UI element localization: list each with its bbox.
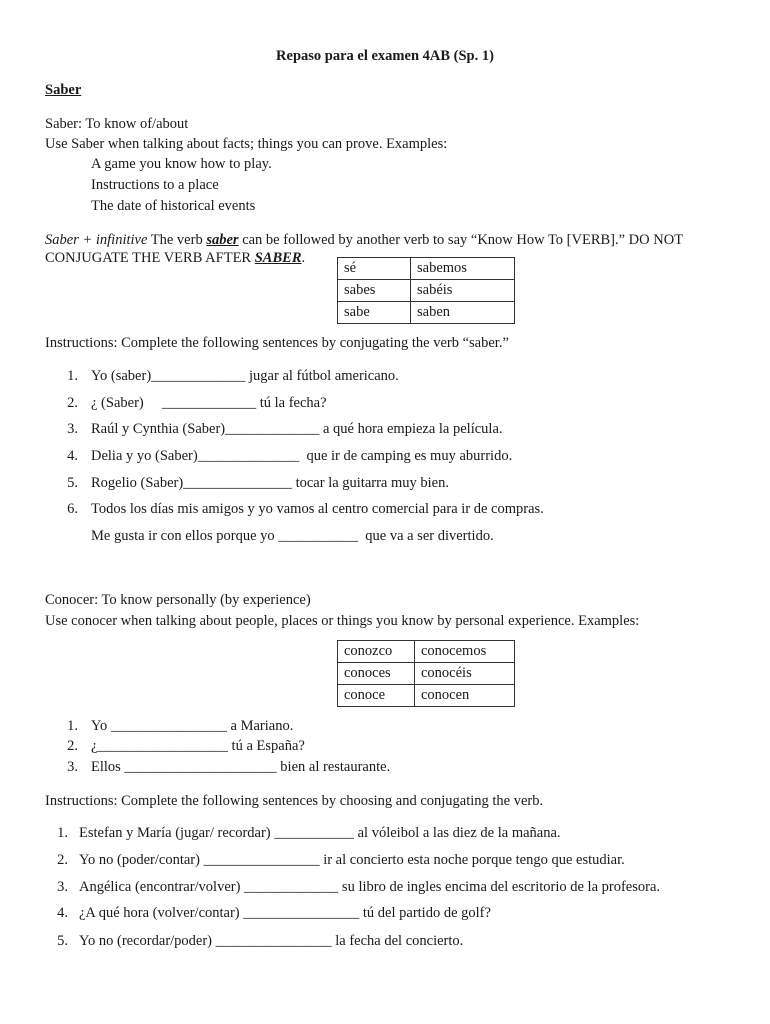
list-item-continuation: Me gusta ir con ellos porque yo ___________ que va a ser divertido. (91, 528, 494, 544)
saber-infinitive-note-line2 (45, 249, 305, 267)
table-cell: conocen (415, 685, 515, 707)
list-number: 2. (67, 738, 78, 754)
list-number: 5. (57, 933, 68, 949)
list-item: Delia y yo (Saber)______________ que ir de camping es muy aburrido. (91, 448, 513, 464)
saber-heading: Saber (45, 82, 82, 98)
list-item: Raúl y Cynthia (Saber)_____________ a qué hora empieza la película. (91, 421, 503, 437)
list-item: Ellos _____________________ bien al restaurante. (91, 759, 391, 775)
list-item: Todos los días mis amigos y yo vamos al centro comercial para ir de compras. (91, 501, 544, 517)
table-row (338, 280, 515, 302)
list-item: ¿A qué hora (volver/contar) ________________ tú del partido de golf? (79, 905, 491, 921)
saber-infinitive-lead: Saber + infinitive (45, 232, 148, 248)
list-item: ¿ (Saber) _____________ tú la fecha? (91, 395, 327, 411)
table-cell: conoces (338, 663, 415, 685)
table-cell: conocéis (415, 663, 515, 685)
table-cell: sabes (338, 280, 411, 302)
note-text: The verb (147, 232, 207, 248)
table-row (338, 663, 515, 685)
list-number: 3. (67, 421, 78, 437)
saber-bold-word: SABER (254, 250, 302, 266)
page-title: Repaso para el examen 4AB (Sp. 1) (276, 48, 494, 64)
saber-instructions: Instructions: Complete the following sentences by conjugating the verb “saber.” (45, 335, 509, 351)
list-item: Yo no (recordar/poder) ________________ la fecha del concierto. (79, 933, 464, 949)
list-number: 1. (57, 825, 68, 841)
table-cell: conoce (338, 685, 415, 707)
saber-infinitive-note (45, 231, 683, 249)
list-item: Yo no (poder/contar) ________________ ir al concierto esta noche porque tengo que estudiar. (79, 852, 625, 868)
list-number: 2. (67, 395, 78, 411)
table-cell: saben (411, 302, 515, 324)
saber-example: A game you know how to play. (91, 156, 272, 172)
table-cell: sabe (338, 302, 411, 324)
table-cell: conocemos (415, 641, 515, 663)
list-item: Yo ________________ a Mariano. (91, 718, 294, 734)
list-number: 3. (57, 879, 68, 895)
note-text: can be followed by another verb to say “Know How To [VERB].” DO NOT (238, 232, 684, 248)
list-number: 1. (67, 718, 78, 734)
table-cell: sabemos (411, 258, 515, 280)
conocer-usage: Use conocer when talking about people, places or things you know by personal experience. Examples: (45, 613, 640, 629)
saber-conjugation-table (337, 257, 515, 324)
list-item: Yo (saber)_____________ jugar al fútbol americano. (91, 368, 399, 384)
note-text: CONJUGATE THE VERB AFTER (45, 250, 255, 266)
list-item: ¿__________________ tú a España? (91, 738, 305, 754)
list-item: Estefan y María (jugar/ recordar) ___________ al vóleibol a las diez de la mañana. (79, 825, 561, 841)
list-number: 3. (67, 759, 78, 775)
list-number: 4. (57, 905, 68, 921)
saber-verb-word: saber (206, 232, 239, 248)
note-text: . (301, 250, 306, 266)
mixed-instructions: Instructions: Complete the following sentences by choosing and conjugating the verb. (45, 793, 544, 809)
saber-definition: Saber: To know of/about (45, 116, 189, 132)
table-cell: conozco (338, 641, 415, 663)
list-number: 1. (67, 368, 78, 384)
saber-example: Instructions to a place (91, 177, 219, 193)
list-number: 4. (67, 448, 78, 464)
list-item: Angélica (encontrar/volver) _____________ su libro de ingles encima del escritorio de la profesora. (79, 879, 661, 895)
list-item: Rogelio (Saber)_______________ tocar la guitarra muy bien. (91, 475, 449, 491)
table-row (338, 685, 515, 707)
list-number: 2. (57, 852, 68, 868)
list-number: 6. (67, 501, 78, 517)
table-row (338, 641, 515, 663)
table-cell: sé (338, 258, 411, 280)
saber-example: The date of historical events (91, 198, 256, 214)
table-cell: sabéis (411, 280, 515, 302)
table-row (338, 258, 515, 280)
list-number: 5. (67, 475, 78, 491)
conocer-conjugation-table (337, 640, 515, 707)
saber-usage: Use Saber when talking about facts; things you can prove. Examples: (45, 136, 448, 152)
table-row (338, 302, 515, 324)
conocer-definition: Conocer: To know personally (by experience) (45, 592, 311, 608)
